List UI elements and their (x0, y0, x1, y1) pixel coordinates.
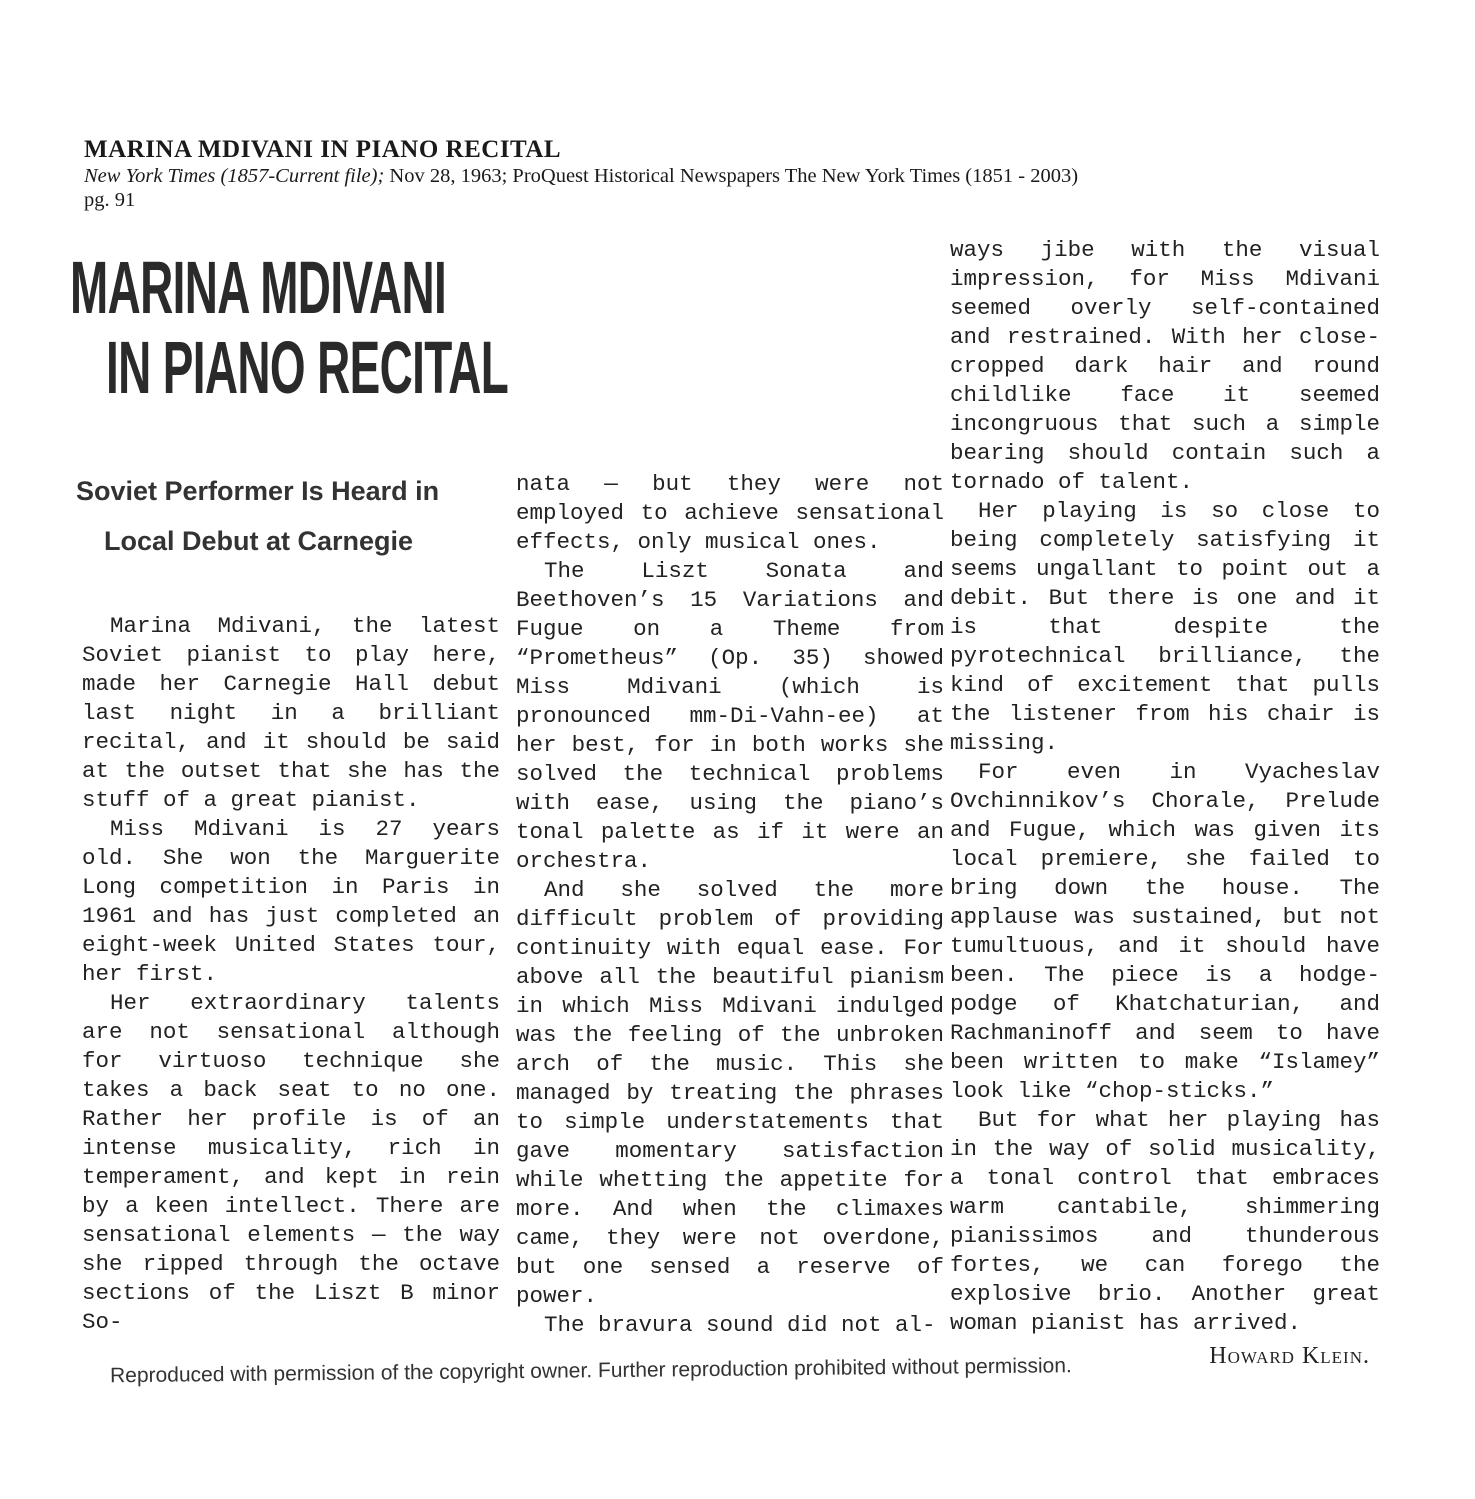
article-column-3 (950, 236, 1380, 1371)
publication-name: New York Times (1857-Current file); (84, 165, 385, 187)
headline-line-2: IN PIANO RECITAL (106, 326, 509, 409)
citation-header (84, 136, 1364, 212)
paragraph: For even in Vyacheslav Ovchinnikov’s Chorale, Prelude and Fugue, which was given its local premiere, she failed to bring down the house. The applause was sustained, but not tumultuous, and it should have been. The piece is a hodge-podge of Khatchaturian, and Rachmaninoff and seem to have been written to make “Islamey” look like “chop-sticks.” (950, 759, 1380, 1104)
paragraph-continued: nata — but they were not employed to achieve sensational effects, only musical ones. (516, 471, 944, 555)
paragraph: Marina Mdivani, the latest Soviet pianist to play here, made her Carnegie Hall debut last night in a brilliant recital, and it should be said at the outset that she has the stuff of a great pianist. (82, 613, 500, 813)
paragraph: The bravura sound did not al- (544, 1312, 936, 1338)
subhead-line-2: Local Debut at Carnegie (104, 526, 414, 556)
subhead-line-1: Soviet Performer Is Heard in (76, 476, 440, 506)
paragraph: Miss Mdivani is 27 years old. She won the Marguerite Long competition in Paris in 1961 and has just completed an eight-week United States tour, her first. (82, 816, 500, 987)
paragraph: And she solved the more difficult problem of providing continuity with equal ease. For above all the beautiful pianism in which Miss Mdivani indulged was the feeling of the unbroken arch of the music. This she managed by treating the phrases to simple understatements that gave momentary satisfaction while whetting the appetite for more. And when the climaxes came, they were not overdone, but one sensed a reserve of power. (516, 877, 944, 1309)
paragraph: Her extraordinary talents are not sensational although for virtuoso technique she takes a back seat to no one. Rather her profile is of an intense musicality, rich in temperament, and kept in rein by a keen intellect. There are sensational elements — the way she ripped through the octave sections of the Liszt B minor So- (82, 990, 500, 1335)
page-number: pg. 91 (84, 189, 136, 211)
copyright-notice: Reproduced with permission of the copyright owner. Further reproduction prohibited without permission. (109, 1354, 1072, 1388)
article-subheadline (76, 466, 508, 566)
article-column-1 (82, 612, 500, 1337)
author-byline: Howard Klein. (1209, 1343, 1370, 1369)
paragraph-continued: ways jibe with the visual impression, for Miss Mdivani seemed overly self-contained and restrained. With her close-cropped dark hair and round childlike face it seemed incongruous that such a simple bearing should contain such a tornado of talent. (950, 237, 1380, 495)
article-headline (70, 248, 510, 408)
paragraph: The Liszt Sonata and Beethoven’s 15 Variations and Fugue on a Theme from “Prometheus” (Op. 35) showed Miss Mdivani (which is pronounced mm-Di-Vahn-ee) at her best, for in both works she solved the technical problems with ease, using the piano’s tonal palette as if it were an orchestra. (516, 558, 944, 874)
citation-details: Nov 28, 1963; ProQuest Historical Newspapers The New York Times (1851 - 2003) (384, 165, 1079, 187)
paragraph: But for what her playing has in the way of solid musicality, a tonal control that embraces warm cantabile, shimmering pianissimos and thunderous fortes, we can forego the explosive brio. Another great woman pianist has arrived. (950, 1107, 1380, 1336)
citation-source (84, 164, 1364, 188)
citation-title: MARINA MDIVANI IN PIANO RECITAL (84, 136, 562, 163)
headline-line-1: MARINA MDIVANI (70, 246, 447, 329)
article-column-2 (516, 470, 944, 1340)
paragraph: Her playing is so close to being completely satisfying it seems ungallant to point out a debit. But there is one and it is that despite the pyrotechnical brilliance, the kind of excitement that pulls the listener from his chair is missing. (950, 498, 1380, 756)
